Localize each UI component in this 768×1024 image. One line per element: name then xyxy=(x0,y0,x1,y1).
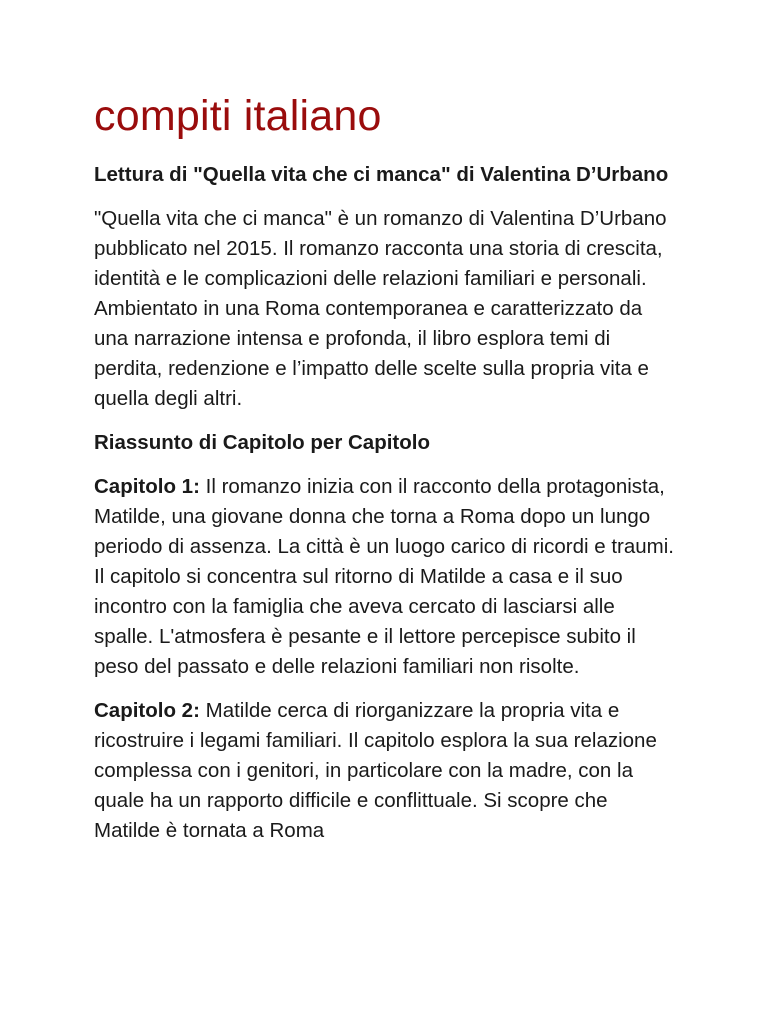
document-subtitle: Lettura di "Quella vita che ci manca" di Valentina D’Urbano xyxy=(94,163,669,186)
chapter-1-paragraph xyxy=(94,472,674,682)
summary-heading: Riassunto di Capitolo per Capitolo xyxy=(94,431,430,454)
chapter-2-text: Matilde cerca di riorganizzare la propria vita e ricostruire i legami familiari. Il capitolo esplora la sua relazione complessa con i genitori, in particolare con la madre, con la quale ha un rapporto difficile e conflittuale. Si scopre che Matilde è tornata a Roma xyxy=(94,699,657,842)
chapter-1-label: Capitolo 1: xyxy=(94,475,200,498)
chapter-2-paragraph xyxy=(94,696,674,846)
chapter-1-text: Il romanzo inizia con il racconto della protagonista, Matilde, una giovane donna che torna a Roma dopo un lungo periodo di assenza. La città è un luogo carico di ricordi e traumi. Il capitolo si concentra sul ritorno di Matilde a casa e il suo incontro con la famiglia che aveva cercato di lasciarsi alle spalle. L'atmosfera è pesante e il lettore percepisce subito il peso del passato e delle relazioni familiari non risolte. xyxy=(94,475,675,678)
document-title: compiti italiano xyxy=(94,92,382,140)
chapter-2-label: Capitolo 2: xyxy=(94,699,200,722)
document-page xyxy=(94,90,674,860)
intro-paragraph: "Quella vita che ci manca" è un romanzo di Valentina D’Urbano pubblicato nel 2015. Il romanzo racconta una storia di crescita, identità e le complicazioni delle relazioni familiari e personali. Ambientato in una Roma contemporanea e caratterizzato da una narrazione intensa e profonda, il libro esplora temi di perdita, redenzione e l’impatto delle scelte sulla propria vita e quella degli altri. xyxy=(94,207,667,410)
